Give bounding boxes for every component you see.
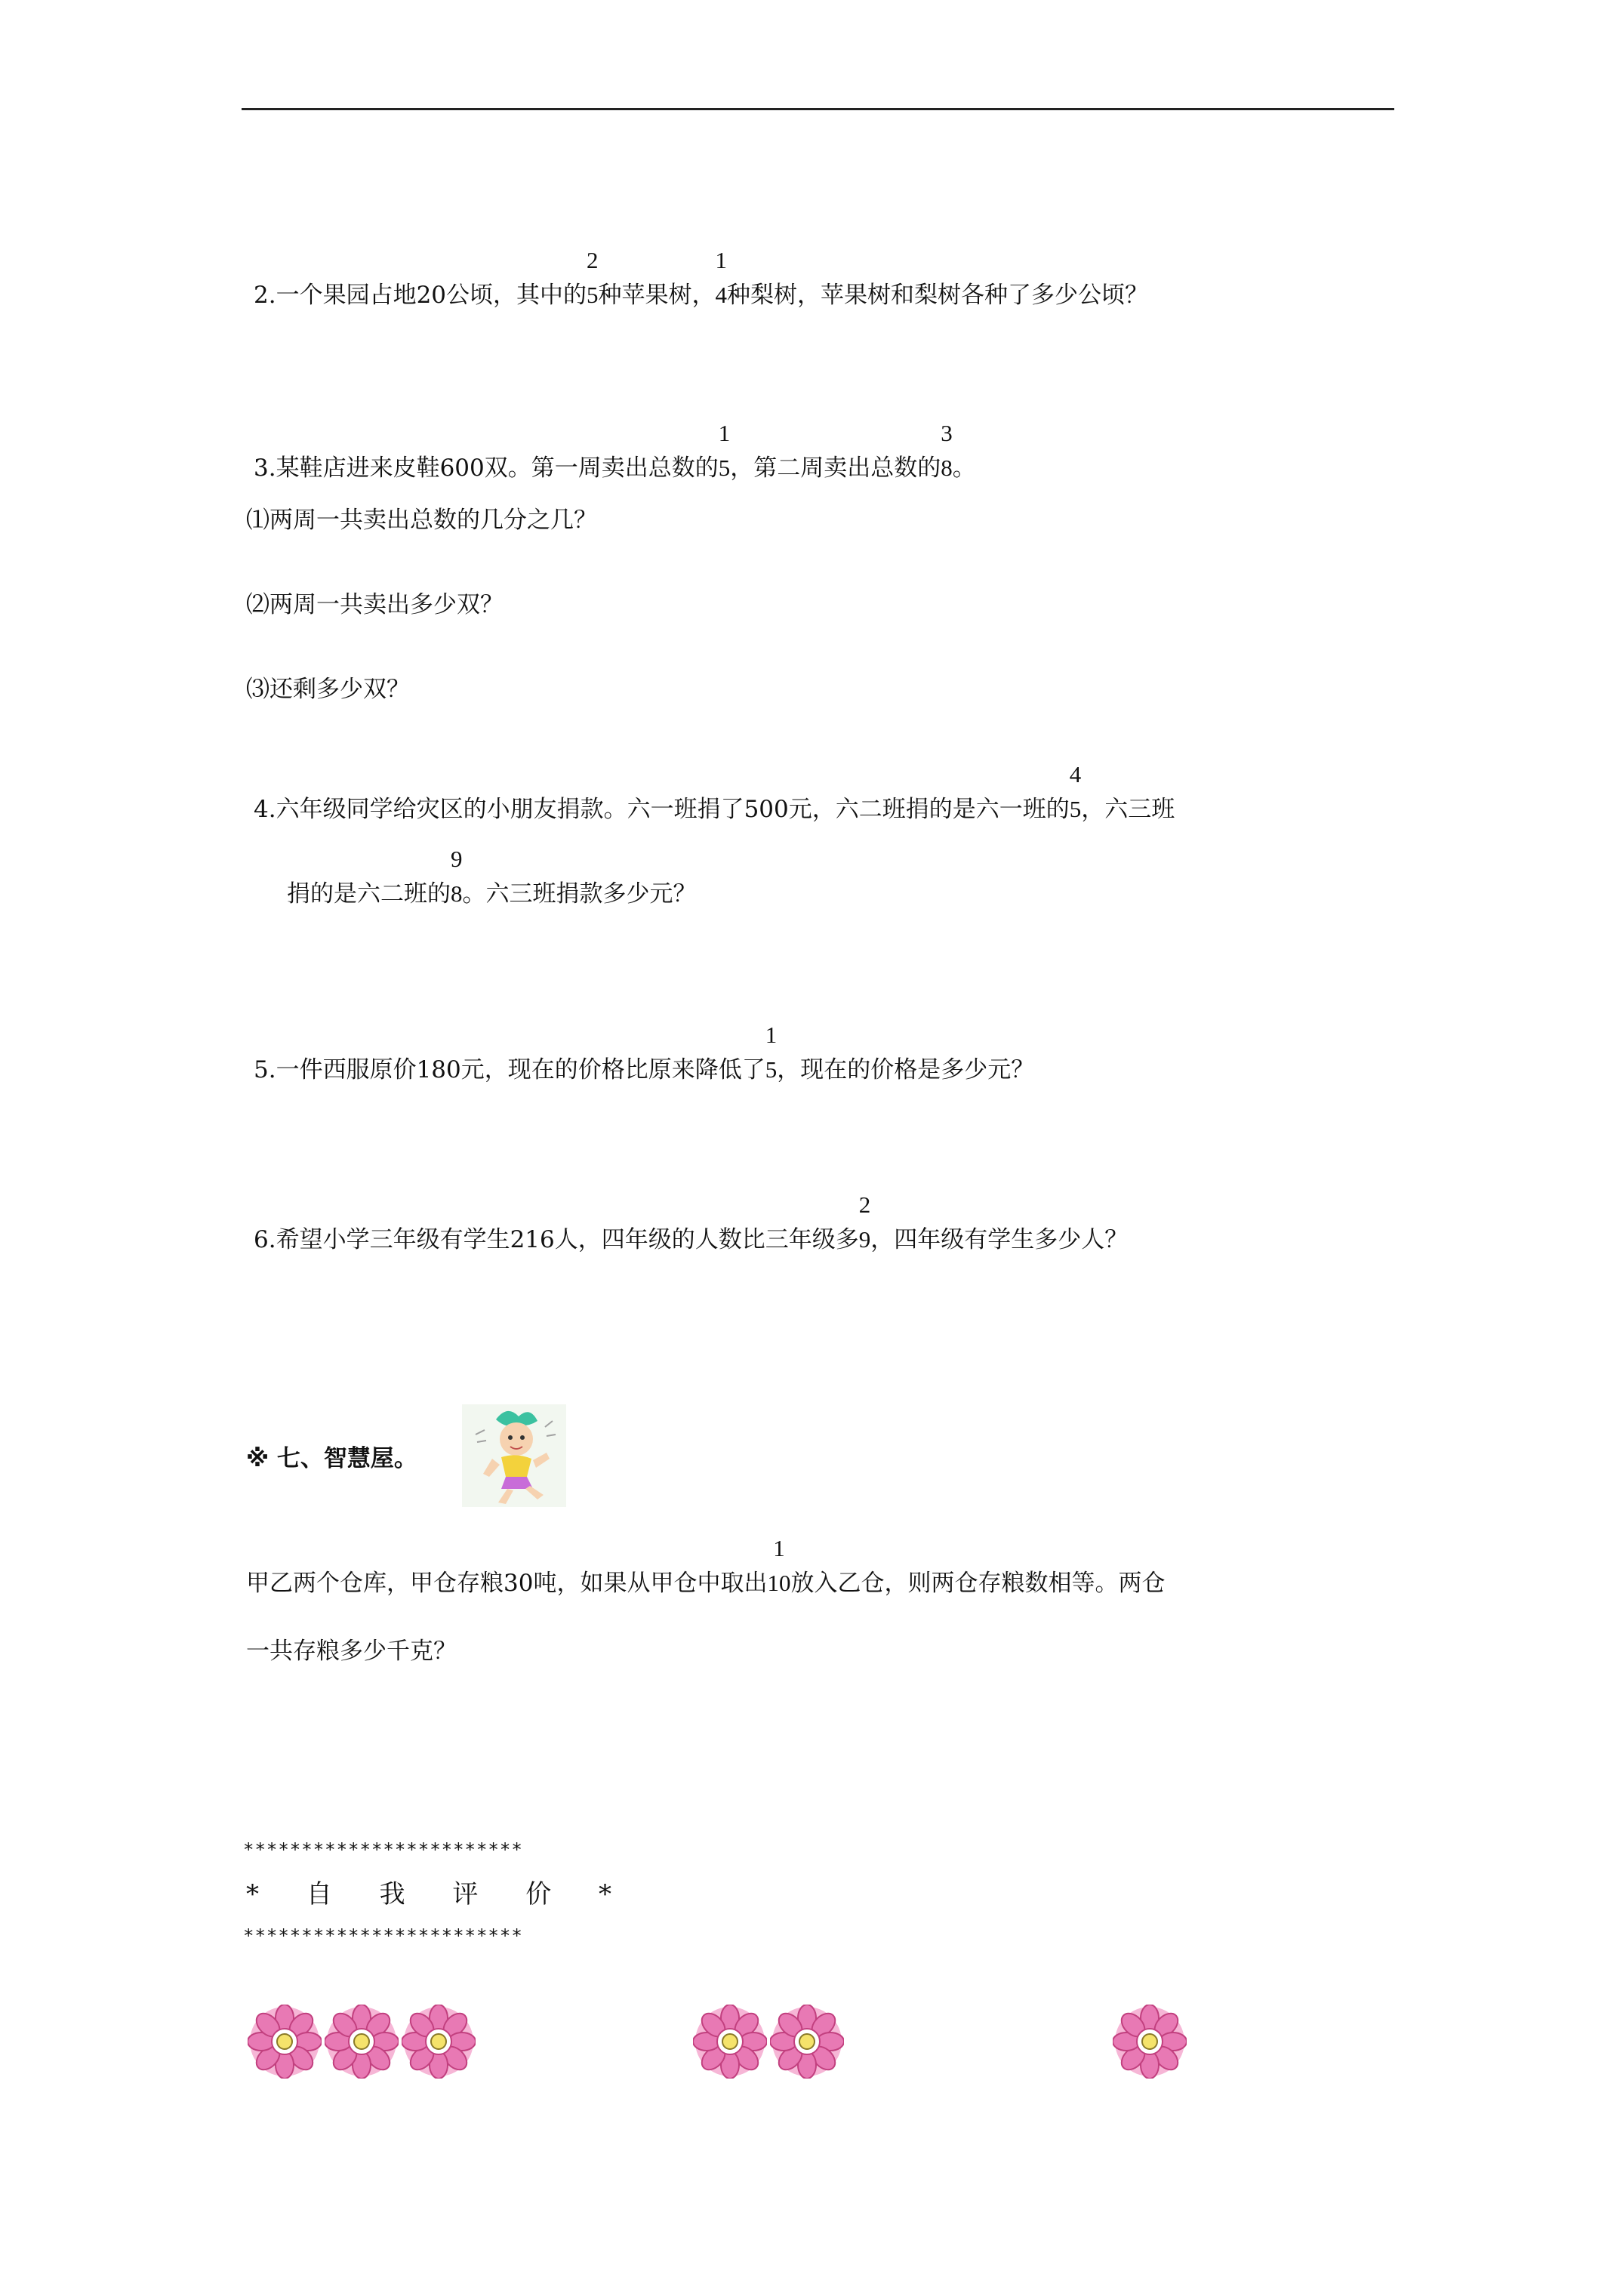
fraction: 3 8 bbox=[941, 420, 953, 481]
fraction: 2 9 bbox=[858, 1191, 871, 1253]
question-6: 6.希望小学三年级有学生216人，四年级的人数比三年级多 2 9，四年级有学生多少人？ bbox=[254, 1191, 1129, 1253]
fraction: 1 4 bbox=[715, 247, 728, 308]
question-3-sub-3: ⑶还剩多少双？ bbox=[246, 676, 410, 703]
section-7-title: ※ 七、智慧屋。 bbox=[246, 1445, 417, 1472]
question-2: 2.一个果园占地20公顷，其中的 2 5种苹果树， 1 4种梨树，苹果树和梨树各种了多少公顷？ bbox=[254, 247, 1149, 309]
stars-divider-top: ************************ bbox=[243, 1839, 523, 1860]
question-3-sub-1: ⑴两周一共卖出总数的几分之几？ bbox=[246, 507, 597, 534]
fraction: 9 8 bbox=[451, 846, 463, 907]
flower-icon bbox=[1113, 2005, 1187, 2079]
rating-three-flowers bbox=[248, 2005, 476, 2079]
flower-icon bbox=[248, 2005, 322, 2079]
question-3-sub-2: ⑵两周一共卖出多少双？ bbox=[246, 591, 504, 618]
rating-one-flower bbox=[1113, 2005, 1187, 2079]
fraction: 1 5 bbox=[765, 1022, 778, 1083]
question-5: 5.一件西服原价180元，现在的价格比原来降低了 1 5，现在的价格是多少元？ bbox=[254, 1022, 1035, 1083]
cartoon-girl-icon bbox=[462, 1404, 566, 1507]
fraction: 1 10 bbox=[767, 1535, 791, 1596]
section-7-line-1: 甲乙两个仓库，甲仓存粮30吨，如果从甲仓中取出 1 10放入乙仓，则两仓存粮数相等。两仓 bbox=[246, 1535, 1166, 1597]
fraction: 4 5 bbox=[1069, 761, 1082, 822]
fraction: 2 5 bbox=[587, 247, 599, 308]
fraction: 1 5 bbox=[718, 420, 731, 481]
question-4-line-2: 捐的是六二班的 9 8。六三班捐款多少元？ bbox=[287, 846, 697, 908]
self-evaluation-title: * 自 我 评 价 * bbox=[246, 1879, 632, 1909]
flower-icon bbox=[693, 2005, 767, 2079]
section-7-line-2: 一共存粮多少千克？ bbox=[246, 1638, 457, 1665]
flower-icon bbox=[325, 2005, 399, 2079]
flower-icon bbox=[402, 2005, 476, 2079]
question-3: 3.某鞋店进来皮鞋600双。第一周卖出总数的 1 5，第二周卖出总数的 3 8。 bbox=[254, 420, 976, 482]
rating-two-flowers bbox=[693, 2005, 844, 2079]
stars-divider-bottom: ************************ bbox=[243, 1925, 523, 1946]
question-4: 4.六年级同学给灾区的小朋友捐款。六一班捐了500元，六二班捐的是六一班的 4 5，六三班 bbox=[254, 761, 1175, 823]
flower-icon bbox=[770, 2005, 844, 2079]
header-rule bbox=[242, 108, 1394, 110]
